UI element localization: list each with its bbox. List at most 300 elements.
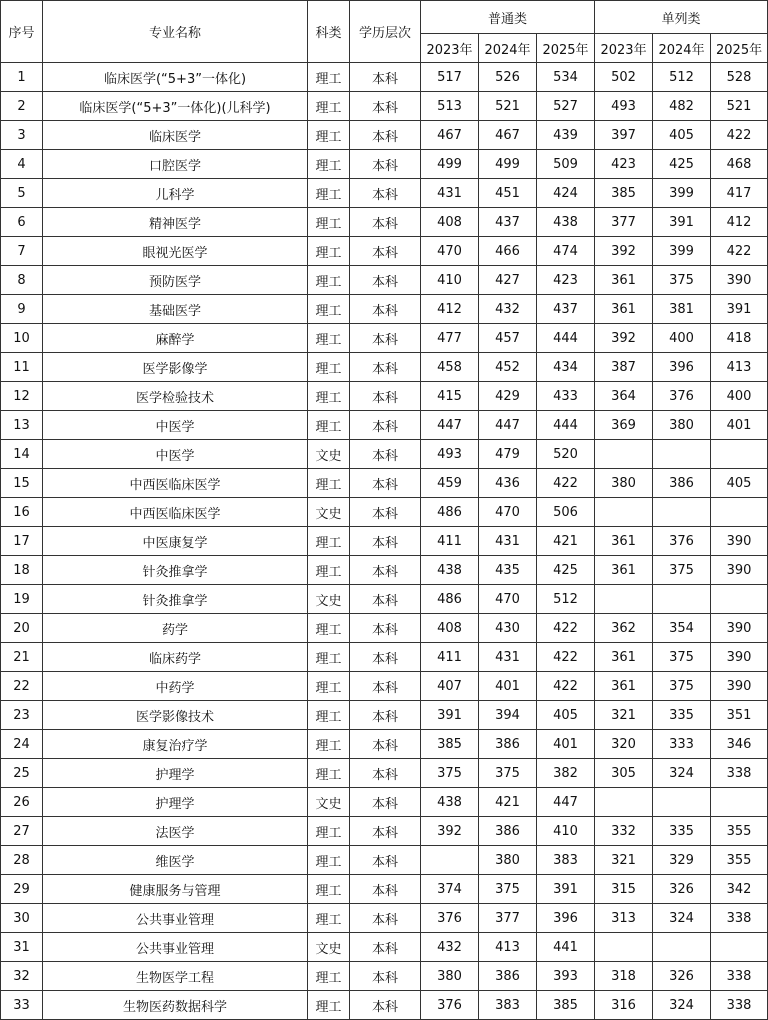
cell-level: 本科 <box>350 672 421 701</box>
table-row <box>1 469 768 498</box>
cell-major-name: 法医学 <box>43 817 308 846</box>
cell-special-score: 375 <box>653 266 711 295</box>
cell-general-score: 408 <box>421 208 479 237</box>
cell-category: 理工 <box>308 730 350 759</box>
table-row <box>1 875 768 904</box>
table-row <box>1 585 768 614</box>
cell-major-name: 临床医学(“5+3”一体化)(儿科学) <box>43 92 308 121</box>
table-row <box>1 92 768 121</box>
cell-seq: 22 <box>1 672 43 701</box>
cell-special-score: 361 <box>595 527 653 556</box>
cell-special-score: 326 <box>653 875 711 904</box>
cell-general-score: 423 <box>537 266 595 295</box>
cell-general-score <box>421 846 479 875</box>
cell-general-score: 401 <box>479 672 537 701</box>
cell-general-score: 412 <box>421 295 479 324</box>
cell-level: 本科 <box>350 730 421 759</box>
cell-seq: 17 <box>1 527 43 556</box>
cell-general-score: 470 <box>421 237 479 266</box>
cell-special-score: 369 <box>595 411 653 440</box>
cell-category: 理工 <box>308 846 350 875</box>
cell-special-score: 468 <box>711 150 768 179</box>
cell-seq: 33 <box>1 991 43 1020</box>
cell-level: 本科 <box>350 469 421 498</box>
cell-general-score: 376 <box>421 991 479 1020</box>
cell-special-score: 346 <box>711 730 768 759</box>
cell-general-score: 431 <box>421 179 479 208</box>
cell-category: 理工 <box>308 614 350 643</box>
cell-general-score: 435 <box>479 556 537 585</box>
cell-special-score: 375 <box>653 556 711 585</box>
cell-special-score: 493 <box>595 92 653 121</box>
cell-level: 本科 <box>350 643 421 672</box>
cell-level: 本科 <box>350 295 421 324</box>
cell-seq: 20 <box>1 614 43 643</box>
table-row <box>1 730 768 759</box>
cell-general-score: 437 <box>479 208 537 237</box>
cell-general-score: 383 <box>479 991 537 1020</box>
cell-category: 文史 <box>308 933 350 962</box>
cell-general-score: 447 <box>421 411 479 440</box>
cell-general-score: 383 <box>537 846 595 875</box>
cell-special-score: 390 <box>711 266 768 295</box>
cell-general-score: 431 <box>479 527 537 556</box>
cell-level: 本科 <box>350 759 421 788</box>
cell-major-name: 药学 <box>43 614 308 643</box>
table-row <box>1 440 768 469</box>
table-row <box>1 614 768 643</box>
cell-special-score: 375 <box>653 672 711 701</box>
cell-general-score: 438 <box>421 556 479 585</box>
cell-level: 本科 <box>350 556 421 585</box>
cell-seq: 11 <box>1 353 43 382</box>
cell-general-score: 499 <box>479 150 537 179</box>
cell-special-score: 338 <box>711 904 768 933</box>
table-body <box>1 63 768 1020</box>
header-level: 学历层次 <box>350 1 421 63</box>
cell-level: 本科 <box>350 933 421 962</box>
cell-major-name: 中药学 <box>43 672 308 701</box>
cell-major-name: 维医学 <box>43 846 308 875</box>
cell-general-score: 425 <box>537 556 595 585</box>
cell-special-score: 361 <box>595 672 653 701</box>
cell-special-score: 422 <box>711 237 768 266</box>
cell-category: 理工 <box>308 672 350 701</box>
cell-special-score: 397 <box>595 121 653 150</box>
cell-special-score: 401 <box>711 411 768 440</box>
cell-general-score: 386 <box>479 962 537 991</box>
cell-general-score: 421 <box>537 527 595 556</box>
cell-general-score: 447 <box>479 411 537 440</box>
cell-general-score: 479 <box>479 440 537 469</box>
table-row <box>1 672 768 701</box>
cell-general-score: 405 <box>537 701 595 730</box>
cell-special-score: 380 <box>653 411 711 440</box>
cell-seq: 29 <box>1 875 43 904</box>
cell-category: 理工 <box>308 556 350 585</box>
cell-category: 理工 <box>308 962 350 991</box>
cell-seq: 24 <box>1 730 43 759</box>
table-row <box>1 237 768 266</box>
cell-special-score <box>595 585 653 614</box>
cell-special-score <box>711 498 768 527</box>
cell-special-score: 385 <box>595 179 653 208</box>
table-row <box>1 962 768 991</box>
cell-special-score: 528 <box>711 63 768 92</box>
cell-general-score: 499 <box>421 150 479 179</box>
cell-major-name: 临床药学 <box>43 643 308 672</box>
cell-special-score: 392 <box>595 324 653 353</box>
cell-general-score: 534 <box>537 63 595 92</box>
cell-category: 理工 <box>308 759 350 788</box>
cell-major-name: 康复治疗学 <box>43 730 308 759</box>
cell-special-score: 386 <box>653 469 711 498</box>
cell-special-score: 412 <box>711 208 768 237</box>
cell-major-name: 口腔医学 <box>43 150 308 179</box>
cell-general-score: 452 <box>479 353 537 382</box>
cell-special-score: 375 <box>653 643 711 672</box>
cell-level: 本科 <box>350 63 421 92</box>
cell-general-score: 422 <box>537 643 595 672</box>
cell-general-score: 432 <box>421 933 479 962</box>
cell-category: 理工 <box>308 237 350 266</box>
cell-category: 理工 <box>308 875 350 904</box>
cell-major-name: 医学影像学 <box>43 353 308 382</box>
table-row <box>1 295 768 324</box>
cell-special-score: 361 <box>595 266 653 295</box>
table-row <box>1 817 768 846</box>
cell-general-score: 391 <box>421 701 479 730</box>
table-row <box>1 498 768 527</box>
table-row <box>1 150 768 179</box>
cell-general-score: 434 <box>537 353 595 382</box>
cell-special-score: 313 <box>595 904 653 933</box>
cell-special-score: 335 <box>653 701 711 730</box>
cell-major-name: 健康服务与管理 <box>43 875 308 904</box>
cell-seq: 2 <box>1 92 43 121</box>
cell-seq: 31 <box>1 933 43 962</box>
cell-major-name: 中医康复学 <box>43 527 308 556</box>
cell-general-score: 438 <box>421 788 479 817</box>
cell-general-score: 408 <box>421 614 479 643</box>
cell-category: 理工 <box>308 324 350 353</box>
cell-general-score: 380 <box>479 846 537 875</box>
cell-level: 本科 <box>350 121 421 150</box>
cell-special-score: 362 <box>595 614 653 643</box>
cell-general-score: 474 <box>537 237 595 266</box>
table-row <box>1 382 768 411</box>
cell-level: 本科 <box>350 237 421 266</box>
cell-general-score: 392 <box>421 817 479 846</box>
cell-general-score: 447 <box>537 788 595 817</box>
cell-general-score: 424 <box>537 179 595 208</box>
header-group-general: 普通类 <box>421 1 595 34</box>
cell-major-name: 针灸推拿学 <box>43 556 308 585</box>
cell-general-score: 486 <box>421 585 479 614</box>
table-row <box>1 63 768 92</box>
cell-seq: 26 <box>1 788 43 817</box>
cell-special-score: 390 <box>711 643 768 672</box>
cell-category: 文史 <box>308 788 350 817</box>
cell-special-score: 417 <box>711 179 768 208</box>
cell-general-score: 385 <box>537 991 595 1020</box>
cell-special-score: 418 <box>711 324 768 353</box>
cell-special-score <box>653 440 711 469</box>
cell-major-name: 临床医学(“5+3”一体化) <box>43 63 308 92</box>
cell-general-score: 374 <box>421 875 479 904</box>
cell-special-score: 502 <box>595 63 653 92</box>
cell-special-score: 423 <box>595 150 653 179</box>
cell-category: 理工 <box>308 208 350 237</box>
cell-general-score: 431 <box>479 643 537 672</box>
cell-seq: 14 <box>1 440 43 469</box>
cell-general-score: 467 <box>421 121 479 150</box>
cell-special-score: 361 <box>595 643 653 672</box>
cell-seq: 28 <box>1 846 43 875</box>
cell-general-score: 382 <box>537 759 595 788</box>
cell-special-score: 392 <box>595 237 653 266</box>
cell-special-score: 305 <box>595 759 653 788</box>
cell-general-score: 432 <box>479 295 537 324</box>
table-header <box>1 1 768 63</box>
cell-category: 理工 <box>308 469 350 498</box>
cell-special-score: 355 <box>711 846 768 875</box>
cell-general-score: 527 <box>537 92 595 121</box>
cell-special-score <box>711 585 768 614</box>
header-general-year: 2023年 <box>421 34 479 63</box>
cell-major-name: 生物医学工程 <box>43 962 308 991</box>
header-special-year: 2025年 <box>711 34 768 63</box>
cell-level: 本科 <box>350 498 421 527</box>
cell-major-name: 中西医临床医学 <box>43 469 308 498</box>
table-row <box>1 266 768 295</box>
table-row <box>1 846 768 875</box>
cell-general-score: 386 <box>479 817 537 846</box>
cell-special-score: 396 <box>653 353 711 382</box>
cell-level: 本科 <box>350 875 421 904</box>
cell-general-score: 380 <box>421 962 479 991</box>
cell-special-score: 364 <box>595 382 653 411</box>
table-row <box>1 179 768 208</box>
cell-seq: 23 <box>1 701 43 730</box>
cell-general-score: 427 <box>479 266 537 295</box>
table-row <box>1 643 768 672</box>
table-row <box>1 933 768 962</box>
cell-level: 本科 <box>350 614 421 643</box>
cell-level: 本科 <box>350 92 421 121</box>
cell-special-score: 521 <box>711 92 768 121</box>
header-general-year: 2025年 <box>537 34 595 63</box>
cell-special-score: 355 <box>711 817 768 846</box>
cell-level: 本科 <box>350 266 421 295</box>
cell-special-score: 381 <box>653 295 711 324</box>
header-major: 专业名称 <box>43 1 308 63</box>
cell-special-score: 390 <box>711 556 768 585</box>
cell-category: 理工 <box>308 266 350 295</box>
cell-major-name: 护理学 <box>43 788 308 817</box>
table-row <box>1 759 768 788</box>
cell-seq: 16 <box>1 498 43 527</box>
cell-special-score: 351 <box>711 701 768 730</box>
cell-general-score: 512 <box>537 585 595 614</box>
header-seq: 序号 <box>1 1 43 63</box>
cell-category: 理工 <box>308 295 350 324</box>
cell-seq: 25 <box>1 759 43 788</box>
cell-general-score: 513 <box>421 92 479 121</box>
cell-special-score: 342 <box>711 875 768 904</box>
cell-level: 本科 <box>350 353 421 382</box>
cell-seq: 27 <box>1 817 43 846</box>
cell-special-score: 376 <box>653 527 711 556</box>
header-category: 科类 <box>308 1 350 63</box>
cell-major-name: 公共事业管理 <box>43 933 308 962</box>
cell-major-name: 麻醉学 <box>43 324 308 353</box>
cell-special-score: 380 <box>595 469 653 498</box>
cell-general-score: 486 <box>421 498 479 527</box>
cell-level: 本科 <box>350 150 421 179</box>
cell-special-score: 324 <box>653 759 711 788</box>
cell-category: 理工 <box>308 701 350 730</box>
header-general-year: 2024年 <box>479 34 537 63</box>
cell-level: 本科 <box>350 179 421 208</box>
table-row <box>1 208 768 237</box>
cell-category: 理工 <box>308 382 350 411</box>
cell-category: 理工 <box>308 121 350 150</box>
cell-seq: 18 <box>1 556 43 585</box>
cell-seq: 6 <box>1 208 43 237</box>
cell-general-score: 444 <box>537 411 595 440</box>
cell-seq: 15 <box>1 469 43 498</box>
header-group-special: 单列类 <box>595 1 768 34</box>
cell-special-score <box>711 440 768 469</box>
cell-general-score: 517 <box>421 63 479 92</box>
cell-level: 本科 <box>350 411 421 440</box>
table-row <box>1 411 768 440</box>
cell-general-score: 506 <box>537 498 595 527</box>
cell-level: 本科 <box>350 527 421 556</box>
cell-general-score: 436 <box>479 469 537 498</box>
cell-general-score: 375 <box>479 875 537 904</box>
cell-general-score: 470 <box>479 585 537 614</box>
cell-general-score: 438 <box>537 208 595 237</box>
cell-special-score <box>711 788 768 817</box>
cell-special-score: 413 <box>711 353 768 382</box>
table-row <box>1 556 768 585</box>
cell-special-score: 400 <box>711 382 768 411</box>
cell-level: 本科 <box>350 962 421 991</box>
cell-special-score: 399 <box>653 179 711 208</box>
cell-general-score: 444 <box>537 324 595 353</box>
cell-general-score: 394 <box>479 701 537 730</box>
cell-seq: 19 <box>1 585 43 614</box>
cell-level: 本科 <box>350 208 421 237</box>
table-row <box>1 527 768 556</box>
cell-general-score: 422 <box>537 469 595 498</box>
cell-category: 理工 <box>308 527 350 556</box>
cell-special-score <box>653 585 711 614</box>
cell-general-score: 401 <box>537 730 595 759</box>
table-row <box>1 121 768 150</box>
cell-special-score: 324 <box>653 904 711 933</box>
cell-special-score: 422 <box>711 121 768 150</box>
cell-seq: 13 <box>1 411 43 440</box>
cell-special-score: 390 <box>711 527 768 556</box>
cell-general-score: 526 <box>479 63 537 92</box>
cell-general-score: 520 <box>537 440 595 469</box>
cell-general-score: 413 <box>479 933 537 962</box>
cell-special-score: 329 <box>653 846 711 875</box>
cell-category: 文史 <box>308 585 350 614</box>
cell-category: 理工 <box>308 179 350 208</box>
cell-level: 本科 <box>350 991 421 1020</box>
cell-special-score: 361 <box>595 295 653 324</box>
cell-seq: 7 <box>1 237 43 266</box>
cell-general-score: 375 <box>479 759 537 788</box>
cell-major-name: 针灸推拿学 <box>43 585 308 614</box>
cell-seq: 32 <box>1 962 43 991</box>
cell-special-score <box>595 933 653 962</box>
cell-category: 理工 <box>308 92 350 121</box>
cell-general-score: 466 <box>479 237 537 266</box>
cell-special-score: 391 <box>653 208 711 237</box>
table-row <box>1 991 768 1020</box>
cell-special-score <box>653 788 711 817</box>
cell-level: 本科 <box>350 788 421 817</box>
cell-special-score: 324 <box>653 991 711 1020</box>
cell-category: 理工 <box>308 643 350 672</box>
cell-seq: 4 <box>1 150 43 179</box>
cell-special-score: 338 <box>711 991 768 1020</box>
cell-general-score: 429 <box>479 382 537 411</box>
cell-general-score: 470 <box>479 498 537 527</box>
cell-general-score: 421 <box>479 788 537 817</box>
cell-seq: 8 <box>1 266 43 295</box>
cell-major-name: 生物医药数据科学 <box>43 991 308 1020</box>
cell-special-score <box>595 788 653 817</box>
cell-major-name: 医学影像技术 <box>43 701 308 730</box>
cell-major-name: 公共事业管理 <box>43 904 308 933</box>
cell-general-score: 457 <box>479 324 537 353</box>
cell-seq: 1 <box>1 63 43 92</box>
cell-major-name: 临床医学 <box>43 121 308 150</box>
cell-major-name: 中医学 <box>43 411 308 440</box>
cell-special-score: 333 <box>653 730 711 759</box>
cell-special-score: 335 <box>653 817 711 846</box>
cell-general-score: 458 <box>421 353 479 382</box>
cell-category: 理工 <box>308 150 350 179</box>
cell-general-score: 386 <box>479 730 537 759</box>
cell-special-score <box>711 933 768 962</box>
cell-special-score: 391 <box>711 295 768 324</box>
cell-special-score: 320 <box>595 730 653 759</box>
cell-general-score: 407 <box>421 672 479 701</box>
cell-general-score: 451 <box>479 179 537 208</box>
cell-special-score: 512 <box>653 63 711 92</box>
cell-seq: 30 <box>1 904 43 933</box>
cell-general-score: 459 <box>421 469 479 498</box>
cell-general-score: 391 <box>537 875 595 904</box>
cell-general-score: 377 <box>479 904 537 933</box>
table-row <box>1 904 768 933</box>
cell-category: 理工 <box>308 411 350 440</box>
cell-special-score: 405 <box>711 469 768 498</box>
cell-special-score: 332 <box>595 817 653 846</box>
cell-category: 文史 <box>308 498 350 527</box>
cell-general-score: 430 <box>479 614 537 643</box>
cell-level: 本科 <box>350 904 421 933</box>
cell-level: 本科 <box>350 382 421 411</box>
cell-general-score: 376 <box>421 904 479 933</box>
